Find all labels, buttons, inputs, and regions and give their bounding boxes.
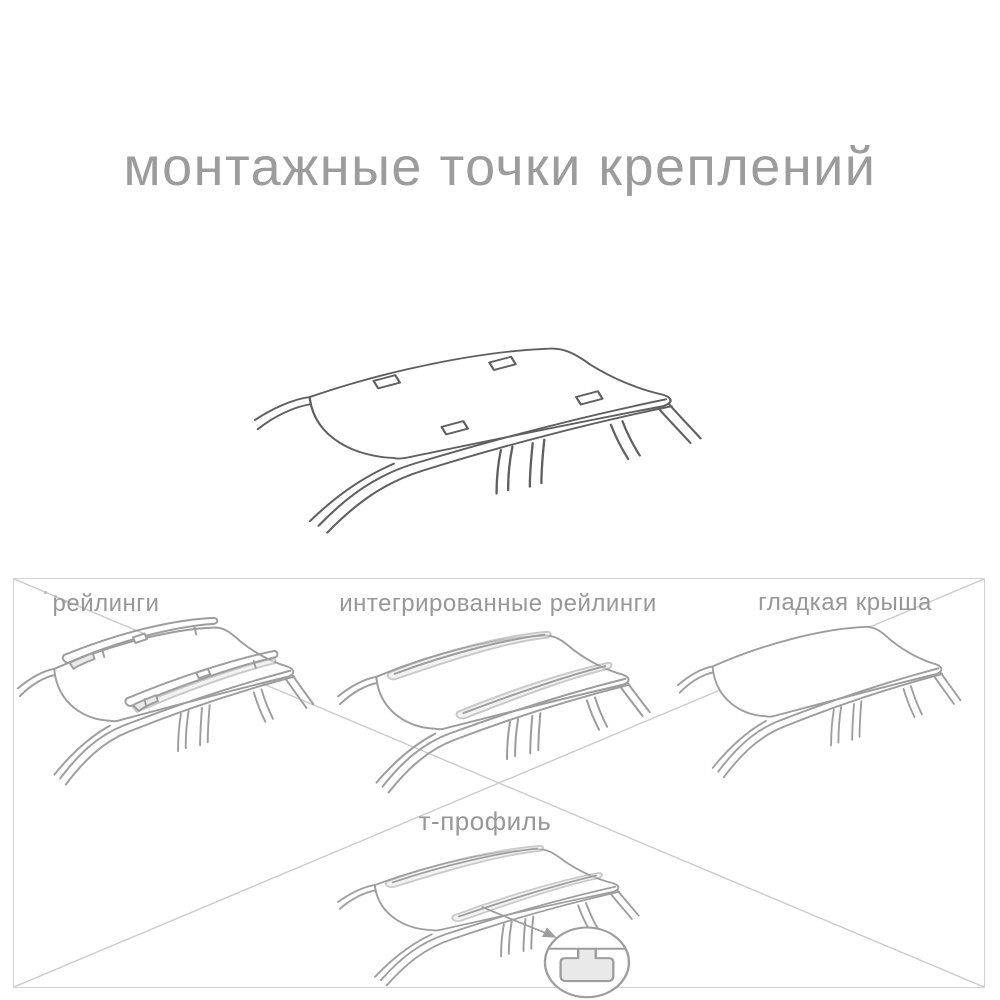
- artifact-dot: [44, 591, 47, 594]
- variant-label-t-profile: т-профиль: [418, 806, 552, 836]
- smooth-roof-drawing: [676, 610, 988, 798]
- railings-drawing: [16, 610, 342, 806]
- variant-label-railings: рейлинги: [52, 590, 160, 617]
- t-profile-drawing: [336, 834, 668, 1000]
- page-title: монтажные точки креплений: [123, 137, 877, 197]
- integrated-railings-drawing: [336, 618, 680, 814]
- main-roof-mounting-points-drawing: [252, 328, 744, 558]
- t-profile-detail-circle: [545, 928, 629, 998]
- variant-label-smooth-roof: гладкая крыша: [758, 589, 932, 616]
- variant-label-integrated-railings: интегрированные рейлинги: [339, 590, 657, 617]
